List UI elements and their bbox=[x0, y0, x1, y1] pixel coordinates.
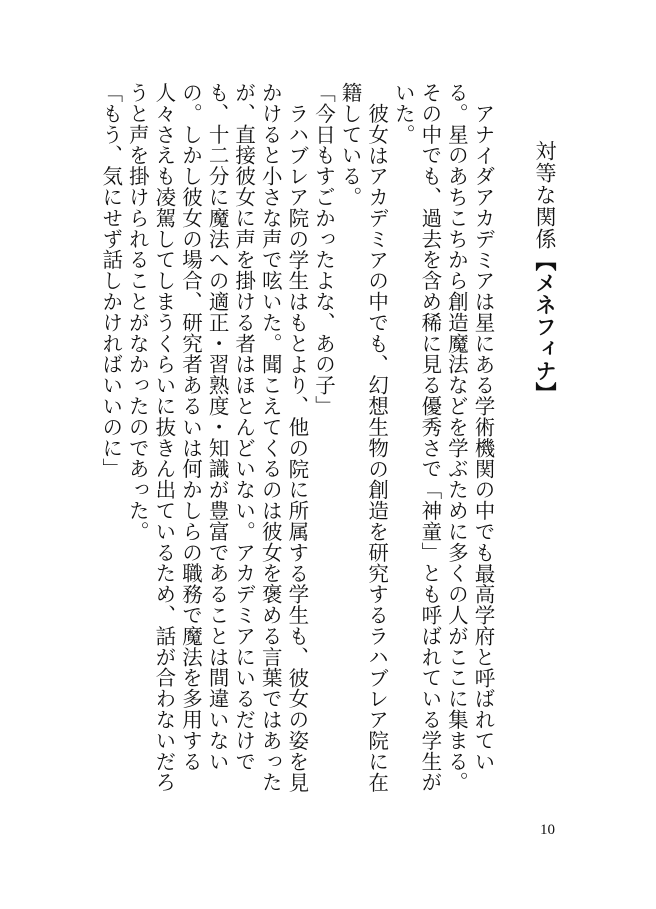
page-number: 10 bbox=[540, 822, 555, 838]
vertical-text-body bbox=[98, 82, 558, 812]
paragraph-3: ラハブレア院の学生はもとより、他の院に所属する学生も、彼女の姿を見かけると小さな声で呟いた。聞こえてくるのは彼女を褒める言葉ではあったが、直接彼女に声を掛ける者はほとんどいない。アカデミアにいるだけでも、十二分に魔法への適正・習熟度・知識が豊富であることは間違いないの。しかし彼女の場合、研究者あるいは何かしらの職務で魔法を多用する人々さえも凌駕してしまうくらいに抜きん出ているため、話が合わないだろうと声を掛けられることがなかったのであった。 bbox=[125, 82, 309, 793]
chapter-title-main: 対等な関係 bbox=[533, 140, 557, 250]
chapter-title bbox=[532, 82, 558, 812]
paragraph-1: アナイダアカデミアは星にある学術機関の中でも最高学府と呼ばれている。星のあちこちから創造魔法などを学ぶために多くの人がここに集まる。その中でも、過去を含め稀に見る優秀さで「神童」とも呼ばれている学生がいた。 bbox=[391, 82, 495, 793]
dialogue-line-2: 「もう、気にせず話しかければいいのに」 bbox=[98, 82, 123, 480]
dialogue-line-1: 「今日もすごかったよな、あの子」 bbox=[311, 82, 336, 417]
chapter-title-character: 【メネフィナ】 bbox=[533, 250, 558, 404]
paragraph-2: 彼女はアカデミアの中でも、幻想生物の創造を研究するラハブレア院に在籍している。 bbox=[338, 82, 389, 793]
